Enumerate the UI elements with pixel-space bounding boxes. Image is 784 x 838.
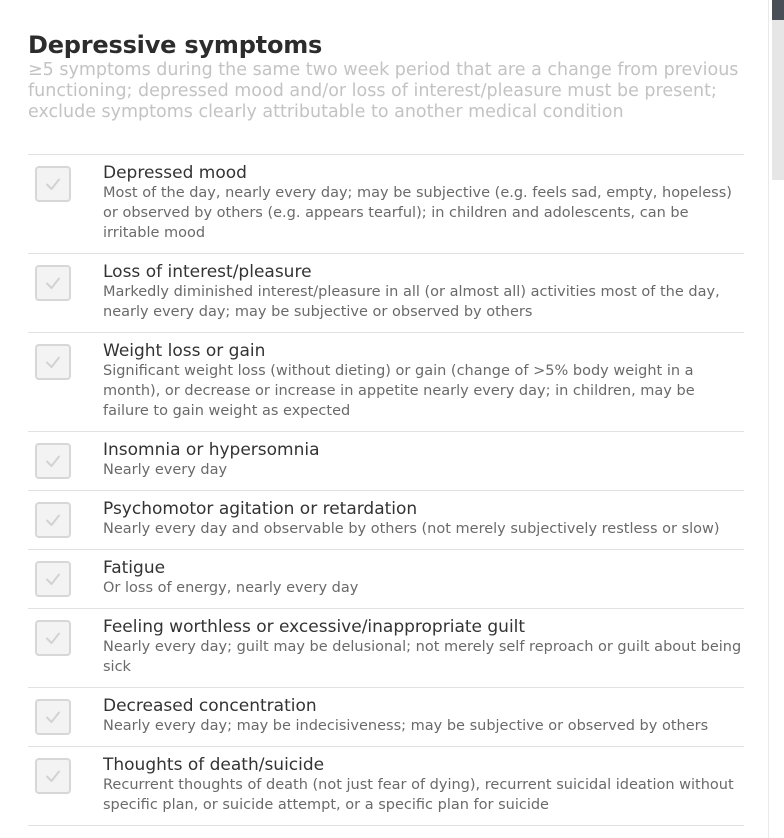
section-title: Depressive symptoms <box>28 31 323 59</box>
symptom-description: Markedly diminished interest/pleasure in all (or almost all) activities most of the day, nearly every day; may be subjective or observed by others <box>103 284 720 320</box>
symptom-description: Most of the day, nearly every day; may be subjective (e.g. feels sad, empty, hopeless) or observed by others (e.g. appears tearful); in children and adolescents, can be irritable mood <box>103 185 732 241</box>
symptom-title: Decreased concentration <box>103 696 317 716</box>
symptom-description: Recurrent thoughts of death (not just fear of dying), recurrent suicidal ideation without specific plan, or suicide attempt, or a specific plan for suicide <box>103 777 734 813</box>
symptom-title: Thoughts of death/suicide <box>103 755 325 775</box>
check-icon <box>43 510 63 530</box>
section-header <box>28 30 744 123</box>
checkbox-depressed-mood[interactable] <box>35 166 71 202</box>
checkbox-fatigue[interactable] <box>35 561 71 597</box>
checkbox-sleep[interactable] <box>35 443 71 479</box>
symptom-title: Psychomotor agitation or retardation <box>103 499 418 519</box>
check-icon <box>43 707 63 727</box>
symptom-item-fatigue <box>28 550 744 609</box>
symptom-description: Nearly every day <box>103 462 228 478</box>
checkbox-loss-of-interest[interactable] <box>35 265 71 301</box>
checkbox-worthlessness[interactable] <box>35 620 71 656</box>
scrollbar[interactable] <box>770 0 784 838</box>
check-icon <box>43 569 63 589</box>
symptom-item-weight-change <box>28 333 744 432</box>
scroll-thumb[interactable] <box>772 0 784 20</box>
symptom-title: Feeling worthless or excessive/inappropriate guilt <box>103 617 526 637</box>
check-icon <box>43 174 63 194</box>
checkbox-suicidal-thoughts[interactable] <box>35 758 71 794</box>
symptom-description: Or loss of energy, nearly every day <box>103 580 359 596</box>
section-subtitle: ≥5 symptoms during the same two week period that are a change from previous functioning; depressed mood and/or loss of interest/pleasure must be present; exclude symptoms clearly attributable to another medical condition <box>28 60 739 122</box>
symptom-item-worthlessness <box>28 609 744 688</box>
check-icon <box>43 766 63 786</box>
checkbox-weight-change[interactable] <box>35 344 71 380</box>
check-icon <box>43 352 63 372</box>
symptom-title: Fatigue <box>103 558 166 578</box>
symptom-description: Nearly every day; may be indecisiveness; may be subjective or observed by others <box>103 718 709 734</box>
symptom-title: Insomnia or hypersomnia <box>103 440 320 460</box>
scroll-track[interactable] <box>772 20 784 180</box>
symptom-item-psychomotor <box>28 491 744 550</box>
checkbox-psychomotor[interactable] <box>35 502 71 538</box>
symptom-list <box>28 154 744 826</box>
check-icon <box>43 273 63 293</box>
symptom-item-sleep <box>28 432 744 491</box>
symptom-item-concentration <box>28 688 744 747</box>
symptom-title: Depressed mood <box>103 163 247 183</box>
check-icon <box>43 628 63 648</box>
symptom-description: Nearly every day and observable by others (not merely subjectively restless or slow) <box>103 521 720 537</box>
symptom-description: Significant weight loss (without dieting) or gain (change of >5% body weight in a month), or decrease or increase in appetite nearly every day; in children, may be failure to gain weight as expected <box>103 363 695 419</box>
symptom-description: Nearly every day; guilt may be delusional; not merely self reproach or guilt about being sick <box>103 639 742 675</box>
symptom-title: Weight loss or gain <box>103 341 266 361</box>
check-icon <box>43 451 63 471</box>
checkbox-concentration[interactable] <box>35 699 71 735</box>
symptom-item-suicidal-thoughts <box>28 747 744 826</box>
symptom-title: Loss of interest/pleasure <box>103 262 312 282</box>
symptom-item-depressed-mood <box>28 155 744 254</box>
symptom-item-loss-of-interest <box>28 254 744 333</box>
